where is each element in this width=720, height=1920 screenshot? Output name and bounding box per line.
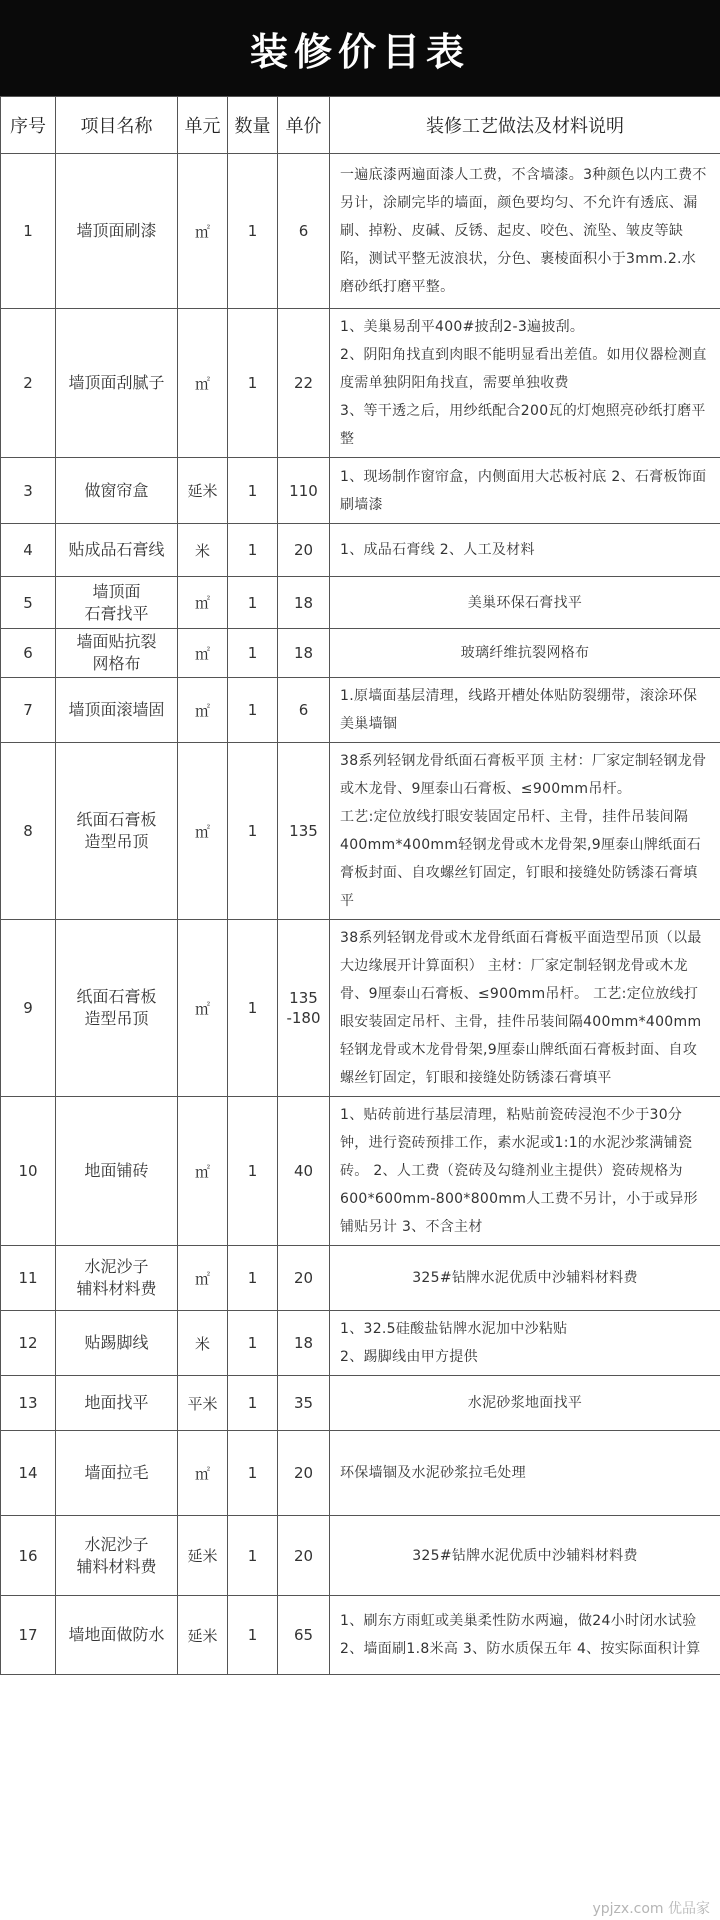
header-unit: 单元 bbox=[178, 97, 228, 154]
cell-price: 22 bbox=[278, 309, 330, 458]
cell-unit: ㎡ bbox=[178, 1431, 228, 1516]
cell-desc: 一遍底漆两遍面漆人工费，不含墙漆。3种颜色以内工费不另计，涂刷完毕的墙面，颜色要均匀、不允许有透底、漏刷、掉粉、皮碱、反锈、起皮、咬色、流坠、皱皮等缺陷，测试平整无波浪状，分色、裹棱面积小于3mm.2.水磨砂纸打磨平整。 bbox=[330, 154, 720, 309]
cell-unit: ㎡ bbox=[178, 1097, 228, 1246]
cell-qty: 1 bbox=[228, 678, 278, 743]
header-desc: 装修工艺做法及材料说明 bbox=[330, 97, 720, 154]
cell-no: 9 bbox=[1, 920, 56, 1097]
cell-desc: 1、现场制作窗帘盒，内侧面用大芯板衬底 2、石膏板饰面刷墙漆 bbox=[330, 458, 720, 524]
cell-unit: 平米 bbox=[178, 1376, 228, 1431]
cell-no: 3 bbox=[1, 458, 56, 524]
page-title: 装修价目表 bbox=[0, 0, 720, 96]
cell-price: 6 bbox=[278, 678, 330, 743]
cell-desc: 1、刷东方雨虹或美巢柔性防水两遍，做24小时闭水试验 2、墙面刷1.8米高 3、防水质保五年 4、按实际面积计算 bbox=[330, 1596, 720, 1675]
table-row bbox=[1, 629, 720, 678]
cell-desc: 38系列轻钢龙骨或木龙骨纸面石膏板平面造型吊顶（以最大边缘展开计算面积） 主材：厂家定制轻钢龙骨或木龙骨、9厘泰山石膏板、≤900mm吊杆。 工艺:定位放线打眼安装固定吊杆、主骨，挂件吊装间隔400mm*400mm轻钢龙骨或木龙骨骨架,9厘泰山牌纸面石膏板封面、自攻螺丝钉固定，钉眼和接缝处防锈漆石膏填平 bbox=[330, 920, 720, 1097]
cell-no: 11 bbox=[1, 1246, 56, 1311]
cell-unit: 延米 bbox=[178, 1516, 228, 1596]
header-row bbox=[1, 97, 720, 154]
cell-qty: 1 bbox=[228, 1376, 278, 1431]
cell-unit: 延米 bbox=[178, 458, 228, 524]
cell-name: 地面找平 bbox=[56, 1376, 178, 1431]
cell-qty: 1 bbox=[228, 629, 278, 678]
table-row bbox=[1, 458, 720, 524]
cell-desc: 1.原墙面基层清理，线路开槽处体贴防裂绷带，滚涂环保美巢墙锢 bbox=[330, 678, 720, 743]
table-row bbox=[1, 577, 720, 629]
cell-desc: 325#钻牌水泥优质中沙辅料材料费 bbox=[330, 1246, 720, 1311]
table-row bbox=[1, 154, 720, 309]
cell-unit: ㎡ bbox=[178, 678, 228, 743]
table-row bbox=[1, 920, 720, 1097]
cell-price: 135 bbox=[278, 743, 330, 920]
cell-qty: 1 bbox=[228, 920, 278, 1097]
cell-qty: 1 bbox=[228, 458, 278, 524]
table-row bbox=[1, 1311, 720, 1376]
cell-name: 水泥沙子 辅料材料费 bbox=[56, 1516, 178, 1596]
cell-desc: 环保墙锢及水泥砂浆拉毛处理 bbox=[330, 1431, 720, 1516]
cell-name: 墙面拉毛 bbox=[56, 1431, 178, 1516]
cell-unit: 米 bbox=[178, 524, 228, 577]
cell-qty: 1 bbox=[228, 1596, 278, 1675]
cell-unit: ㎡ bbox=[178, 920, 228, 1097]
cell-price: 35 bbox=[278, 1376, 330, 1431]
cell-desc: 1、32.5硅酸盐钻牌水泥加中沙粘贴 2、踢脚线由甲方提供 bbox=[330, 1311, 720, 1376]
cell-name: 墙地面做防水 bbox=[56, 1596, 178, 1675]
cell-name: 贴成品石膏线 bbox=[56, 524, 178, 577]
header-qty: 数量 bbox=[228, 97, 278, 154]
header-no: 序号 bbox=[1, 97, 56, 154]
cell-desc: 1、成品石膏线 2、人工及材料 bbox=[330, 524, 720, 577]
table-row bbox=[1, 1431, 720, 1516]
cell-desc: 美巢环保石膏找平 bbox=[330, 577, 720, 629]
cell-name: 纸面石膏板 造型吊顶 bbox=[56, 743, 178, 920]
table-row bbox=[1, 1376, 720, 1431]
table-row bbox=[1, 309, 720, 458]
cell-qty: 1 bbox=[228, 309, 278, 458]
price-table bbox=[0, 96, 720, 1675]
cell-price: 18 bbox=[278, 629, 330, 678]
cell-qty: 1 bbox=[228, 1097, 278, 1246]
cell-no: 10 bbox=[1, 1097, 56, 1246]
table-row bbox=[1, 678, 720, 743]
table-row bbox=[1, 1516, 720, 1596]
cell-qty: 1 bbox=[228, 1246, 278, 1311]
cell-unit: ㎡ bbox=[178, 629, 228, 678]
cell-desc: 水泥砂浆地面找平 bbox=[330, 1376, 720, 1431]
cell-name: 地面铺砖 bbox=[56, 1097, 178, 1246]
cell-price: 6 bbox=[278, 154, 330, 309]
header-name: 项目名称 bbox=[56, 97, 178, 154]
cell-qty: 1 bbox=[228, 154, 278, 309]
cell-qty: 1 bbox=[228, 1516, 278, 1596]
cell-no: 12 bbox=[1, 1311, 56, 1376]
cell-no: 17 bbox=[1, 1596, 56, 1675]
cell-qty: 1 bbox=[228, 1311, 278, 1376]
cell-no: 14 bbox=[1, 1431, 56, 1516]
table-row bbox=[1, 524, 720, 577]
table-row bbox=[1, 1097, 720, 1246]
watermark: ypjzx.com 优品家 bbox=[592, 1901, 710, 1917]
cell-qty: 1 bbox=[228, 577, 278, 629]
cell-unit: ㎡ bbox=[178, 309, 228, 458]
cell-no: 4 bbox=[1, 524, 56, 577]
cell-qty: 1 bbox=[228, 524, 278, 577]
cell-no: 16 bbox=[1, 1516, 56, 1596]
cell-name: 墙顶面 石膏找平 bbox=[56, 577, 178, 629]
cell-desc: 38系列轻钢龙骨纸面石膏板平顶 主材：厂家定制轻钢龙骨或木龙骨、9厘泰山石膏板、≤900mm吊杆。 工艺:定位放线打眼安装固定吊杆、主骨，挂件吊装间隔400mm*400mm轻钢龙骨或木龙骨架,9厘泰山牌纸面石膏板封面、自攻螺丝钉固定，钉眼和接缝处防锈漆石膏填平 bbox=[330, 743, 720, 920]
cell-unit: ㎡ bbox=[178, 743, 228, 920]
cell-name: 贴踢脚线 bbox=[56, 1311, 178, 1376]
cell-name: 墙面贴抗裂 网格布 bbox=[56, 629, 178, 678]
cell-no: 8 bbox=[1, 743, 56, 920]
cell-name: 墙顶面刮腻子 bbox=[56, 309, 178, 458]
cell-qty: 1 bbox=[228, 1431, 278, 1516]
cell-price: 65 bbox=[278, 1596, 330, 1675]
cell-name: 墙顶面刷漆 bbox=[56, 154, 178, 309]
table-row bbox=[1, 743, 720, 920]
cell-price: 20 bbox=[278, 1246, 330, 1311]
cell-price: 135 -180 bbox=[278, 920, 330, 1097]
cell-price: 18 bbox=[278, 577, 330, 629]
cell-name: 做窗帘盒 bbox=[56, 458, 178, 524]
cell-unit: 米 bbox=[178, 1311, 228, 1376]
cell-no: 1 bbox=[1, 154, 56, 309]
cell-price: 20 bbox=[278, 1431, 330, 1516]
cell-no: 2 bbox=[1, 309, 56, 458]
cell-no: 13 bbox=[1, 1376, 56, 1431]
header-price: 单价 bbox=[278, 97, 330, 154]
table-row bbox=[1, 1596, 720, 1675]
cell-price: 40 bbox=[278, 1097, 330, 1246]
cell-desc: 325#钻牌水泥优质中沙辅料材料费 bbox=[330, 1516, 720, 1596]
cell-no: 7 bbox=[1, 678, 56, 743]
cell-desc: 1、贴砖前进行基层清理，粘贴前瓷砖浸泡不少于30分钟，进行瓷砖预排工作，素水泥或1:1的水泥沙浆满铺瓷砖。 2、人工费（瓷砖及勾缝剂业主提供）瓷砖规格为600*600mm-800*800mm人工费不另计，小于或异形铺贴另计 3、不含主材 bbox=[330, 1097, 720, 1246]
cell-name: 墙顶面滚墙固 bbox=[56, 678, 178, 743]
cell-price: 20 bbox=[278, 1516, 330, 1596]
cell-unit: ㎡ bbox=[178, 1246, 228, 1311]
cell-name: 纸面石膏板 造型吊顶 bbox=[56, 920, 178, 1097]
cell-unit: 延米 bbox=[178, 1596, 228, 1675]
cell-unit: ㎡ bbox=[178, 577, 228, 629]
cell-price: 20 bbox=[278, 524, 330, 577]
table-row bbox=[1, 1246, 720, 1311]
cell-unit: ㎡ bbox=[178, 154, 228, 309]
cell-price: 110 bbox=[278, 458, 330, 524]
cell-name: 水泥沙子 辅料材料费 bbox=[56, 1246, 178, 1311]
cell-qty: 1 bbox=[228, 743, 278, 920]
cell-desc: 1、美巢易刮平400#披刮2-3遍披刮。 2、阴阳角找直到肉眼不能明显看出差值。如用仪器检测直度需单独阴阳角找直，需要单独收费 3、等干透之后，用纱纸配合200瓦的灯炮照亮砂纸打磨平整 bbox=[330, 309, 720, 458]
cell-desc: 玻璃纤维抗裂网格布 bbox=[330, 629, 720, 678]
cell-no: 6 bbox=[1, 629, 56, 678]
cell-no: 5 bbox=[1, 577, 56, 629]
cell-price: 18 bbox=[278, 1311, 330, 1376]
